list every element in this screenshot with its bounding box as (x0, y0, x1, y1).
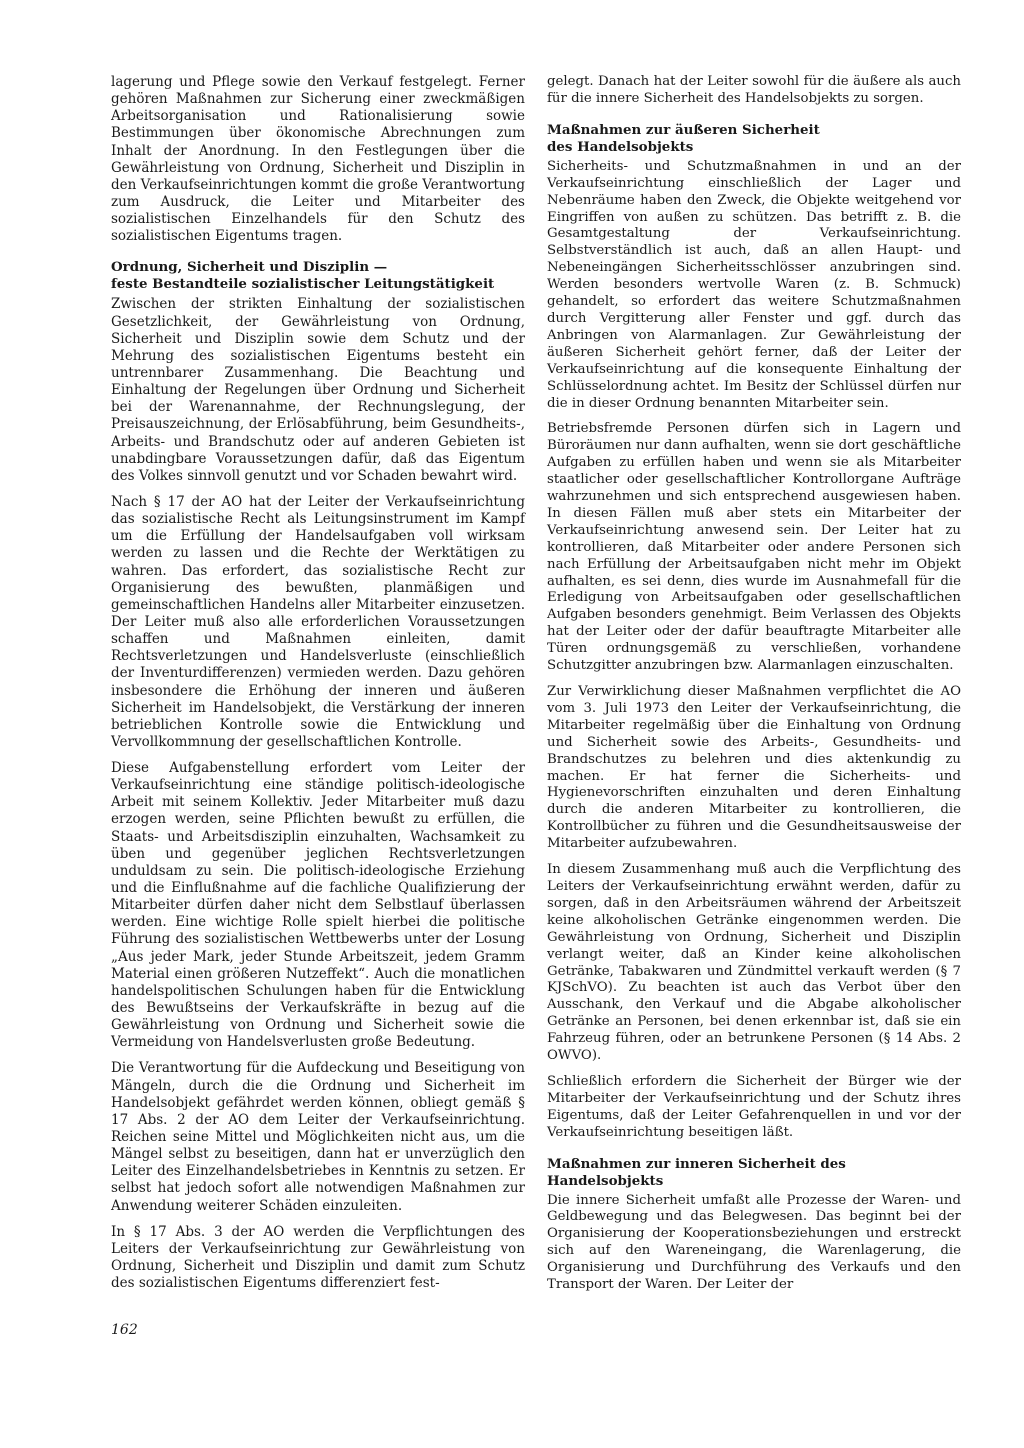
paragraph: lagerung und Pflege sowie den Verkauf festgelegt. Ferner gehören Maßnahmen zur Sicherung einer zweckmäßigen Arbeitsorganisation und Rationalisierung sowie Bestimmungen über ökonomische Abrechnungen zum Inhalt der Anordnung. In den Festlegungen über die Gewährleistung von Ordnung, Sicherheit und Disziplin in den Verkaufseinrichtungen kommt die große Verantwortung zum Ausdruck, die Leiter und Mitarbeiter des sozialistischen Einzelhandels für den Schutz des sozialistischen Eigentums tragen. (111, 74, 525, 245)
paragraph: Diese Aufgabenstellung erfordert vom Leiter der Verkaufseinrichtung eine ständige politisch-ideologische Arbeit mit seinem Kollektiv. Jeder Mitarbeiter muß dazu erzogen werden, seine Pflichten bewußt zu erfüllen, die Staats- und Arbeitsdisziplin einzuhalten, Wachsamkeit zu üben und gegenüber jeglichen Rechtsverletzungen unduldsam zu sein. Die politisch-ideologische Erziehung und die Einflußnahme auf die fachliche Qualifizierung der Mitarbeiter dürfen daher nicht dem Selbstlauf überlassen werden. Eine wichtige Rolle spielt hierbei die politische Führung des sozialistischen Wettbewerbs unter der Losung „Aus jeder Mark, jeder Stunde Arbeitszeit, jedem Gramm Material einen größeren Nutzeffekt“. Auch die monatlichen handelspolitischen Schulungen haben für die Entwicklung des Bewußtseins der Verkaufskräfte in bezug auf die Gewährleistung von Ordnung und Sicherheit sowie die Vermeidung von Handelsverlusten große Bedeutung. (111, 760, 525, 1051)
paragraph: Zur Verwirklichung dieser Maßnahmen verpflichtet die AO vom 3. Juli 1973 den Leiter der Verkaufseinrichtung, die Mitarbeiter regelmäßig über die Einhaltung von Ordnung und Sicherheit sowie des Arbeits-, Gesundheits- und Brandschutzes zu belehren und dies aktenkundig zu machen. Er hat ferner die Sicherheits- und Hygienevorschriften einzuhalten und deren Einhaltung durch die anderen Mitarbeiter zu kontrollieren, die Kontrollbücher zu führen und die Gesundheitsausweise der Mitarbeiter aufzubewahren. (547, 684, 961, 852)
left-column (111, 74, 525, 1301)
heading-line: des Handelsobjekts (547, 138, 694, 155)
heading-line: Maßnahmen zur inneren Sicherheit des Handelsobjekts (547, 1155, 846, 1189)
paragraph: In diesem Zusammenhang muß auch die Verpflichtung des Leiters der Verkaufseinrichtung erwähnt werden, dafür zu sorgen, daß in den Arbeitsräumen während der Arbeitszeit keine alkoholischen Getränke eingenommen werden. Die Gewährleistung von Ordnung, Sicherheit und Disziplin verlangt weiter, daß an Kinder keine alkoholischen Getränke, Tabakwaren und Zündmittel verkauft werden (§ 7 KJSchVO). Zu beachten ist auch das Verbot über den Ausschank, den Verkauf und die Abgabe alkoholischer Getränke an Personen, bei denen erkennbar ist, daß sie ein Fahrzeug führen, oder an betrunkene Personen (§ 14 Abs. 2 OWVO). (547, 862, 961, 1064)
paragraph: Schließlich erfordern die Sicherheit der Bürger wie der Mitarbeiter der Verkaufseinrichtung und der Schutz ihres Eigentums, daß der Leiter Gefahrenquellen in und vor der Verkaufseinrichtung beseitigen läßt. (547, 1073, 961, 1140)
section-heading (547, 122, 961, 156)
section-heading (547, 1156, 961, 1190)
right-column (547, 74, 961, 1303)
heading-line: feste Bestandteile sozialistischer Leitungstätigkeit (111, 276, 495, 293)
page-number: 162 (111, 1322, 138, 1338)
paragraph: gelegt. Danach hat der Leiter sowohl für die äußere als auch für die innere Sicherheit des Handelsobjekts zu sorgen. (547, 74, 961, 106)
heading-line: Ordnung, Sicherheit und Disziplin — (111, 259, 388, 276)
paragraph: Zwischen der strikten Einhaltung der sozialistischen Gesetzlichkeit, der Gewährleistung von Ordnung, Sicherheit und Disziplin sowie dem Schutz und der Mehrung des sozialistischen Eigentums besteht ein untrennbarer Zusammenhang. Die Beachtung und Einhaltung der Regelungen über Ordnung und Sicherheit bei der Warenannahme, der Rechnungslegung, der Preisauszeichnung, der Erlösabführung, beim Gesundheits-, Arbeits- und Brandschutz oder auf anderen Gebieten ist unabdingbare Voraussetzungen dafür, daß das Eigentum des Volkes sinnvoll genutzt und vor Schaden bewahrt wird. (111, 296, 525, 484)
paragraph: In § 17 Abs. 3 der AO werden die Verpflichtungen des Leiters der Verkaufseinrichtung zur Gewährleistung von Ordnung, Sicherheit und Disziplin und damit zum Schutz des sozialistischen Eigentums differenziert fest- (111, 1223, 525, 1292)
paragraph: Betriebsfremde Personen dürfen sich in Lagern und Büroräumen nur dann aufhalten, wenn sie dort geschäftliche Aufgaben zu erfüllen haben und wenn sie als Mitarbeiter staatlicher oder gesellschaftlicher Kontrollorgane Aufträge wahrzunehmen und sich entsprechend ausgewiesen haben. In diesen Fällen muß aber stets ein Mitarbeiter der Verkaufseinrichtung anwesend sein. Der Leiter hat zu kontrollieren, daß Mitarbeiter oder andere Personen sich nach Erfüllung der Arbeitsaufgaben nicht mehr im Objekt aufhalten, es sei denn, dies wurde im Ausnahmefall für die Erledigung von Arbeitsaufgaben oder gesellschaftlichen Aufgaben besonders genehmigt. Beim Verlassen des Objekts hat der Leiter oder der dafür beauftragte Mitarbeiter alle Türen ordnungsgemäß zu verschließen, vorhandene Schutzgitter anzubringen bzw. Alarmanlagen einzuschalten. (547, 421, 961, 674)
paragraph: Die innere Sicherheit umfaßt alle Prozesse der Waren- und Geldbewegung und das Belegwesen. Das beginnt bei der Organisierung der Kooperationsbeziehungen und erstreckt sich auf den Wareneingang, die Warenlagerung, die Organisierung und Durchführung des Verkaufs und den Transport der Waren. Der Leiter der (547, 1192, 961, 1293)
heading-line: Maßnahmen zur äußeren Sicherheit (547, 121, 820, 138)
paragraph: Die Verantwortung für die Aufdeckung und Beseitigung von Mängeln, durch die die Ordnung und Sicherheit im Handelsobjekt gefährdet werden können, obliegt gemäß § 17 Abs. 2 der AO dem Leiter der Verkaufseinrichtung. Reichen seine Mittel und Möglichkeiten nicht aus, um die Mängel selbst zu beseitigen, dann hat er unverzüglich den Leiter des Einzelhandelsbetriebes in Kenntnis zu setzen. Er selbst hat jedoch sofort alle notwendigen Maßnahmen zur Anwendung weiterer Schäden einzuleiten. (111, 1060, 525, 1214)
paragraph: Sicherheits- und Schutzmaßnahmen in und an der Verkaufseinrichtung einschließlich der Lager und Nebenräume haben den Zweck, die Objekte weitgehend vor Eingriffen von außen zu schützen. Das betrifft z. B. die Gesamtgestaltung der Verkaufseinrichtung. Selbstverständlich ist auch, daß an allen Haupt- und Nebeneingängen Sicherheitsschlösser anzubringen sind. Werden besonders wertvolle Waren (z. B. Schmuck) gehandelt, so erfordert das weitere Schutzmaßnahmen durch Vergitterung aller Fenster und ggf. durch das Anbringen von Alarmanlagen. Zur Gewährleistung der äußeren Sicherheit gehört ferner, daß der Leiter der Verkaufseinrichtung auf die konsequente Einhaltung der Schlüsselordnung achtet. Im Besitz der Schlüssel dürfen nur die in dieser Ordnung benannten Mitarbeiter sein. (547, 158, 961, 411)
section-heading (111, 259, 525, 293)
paragraph: Nach § 17 der AO hat der Leiter der Verkaufseinrichtung das sozialistische Recht als Leitungsinstrument im Kampf um die Erfüllung der Handelsaufgaben voll wirksam werden zu lassen und die Rechte der Werktätigen zu wahren. Das erfordert, das sozialistische Recht zur Organisierung des bewußten, planmäßigen und gemeinschaftlichen Handelns aller Mitarbeiter einzusetzen. Der Leiter muß also alle erforderlichen Voraussetzungen schaffen und Maßnahmen einleiten, damit Rechtsverletzungen und Handelsverluste (einschließlich der Inventurdifferenzen) vermieden werden. Dazu gehören insbesondere die Erhöhung der inneren und äußeren Sicherheit im Handelsobjekt, die Verstärkung der inneren betrieblichen Kontrolle sowie die Entwicklung und Vervollkommnung der gesellschaftlichen Kontrolle. (111, 493, 525, 750)
